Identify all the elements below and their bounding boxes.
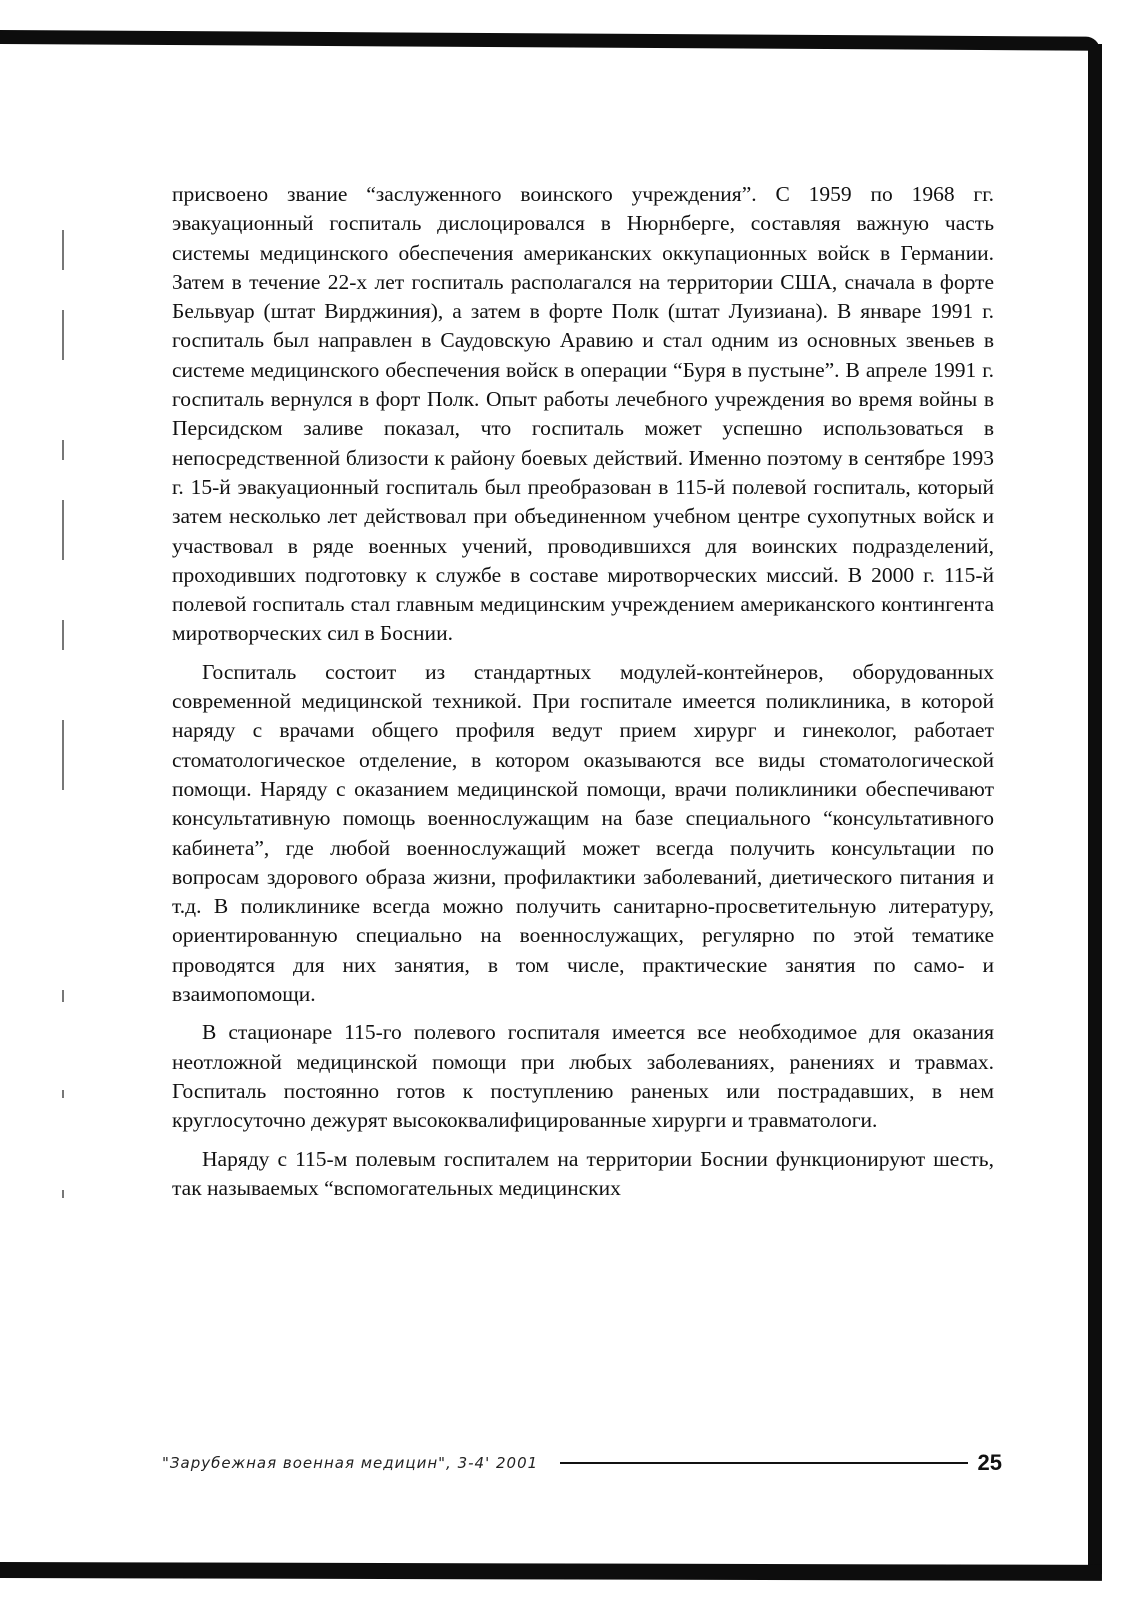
paragraph-3: В стационаре 115-го полевого госпиталя имеется все необходимое для оказания неотложной медицинской помощи при любых заболеваниях, ранениях и травмах. Госпиталь постоянно готов к поступлению раненых или пострадавших, в нем круглосуточно дежурят высококвалифицированные хирурги и травматологи. <box>172 1020 994 1133</box>
margin-scan-specks <box>58 200 70 1200</box>
footer-journal-title: "Зарубежная военная медицин", 3-4' 2001 <box>162 1454 539 1472</box>
page-number: 25 <box>977 1450 1002 1475</box>
page-body <box>172 180 994 1212</box>
scan-border-top <box>0 30 1100 51</box>
paragraph-4: Наряду с 115-м полевым госпиталем на территории Боснии функционируют шесть, так называемых “вспомогательных медицинских <box>172 1146 994 1200</box>
scan-border-right <box>1088 44 1102 1574</box>
page-footer <box>162 1446 1002 1480</box>
paragraph-2: Госпиталь состоит из стандартных модулей-контейнеров, оборудованных современной медицинской техникой. При госпитале имеется поликлиника, в которой наряду с врачами общего профиля ведут прием хирург и гинеколог, работает стоматологическое отделение, в котором оказываются все виды стоматологической помощи. Наряду с оказанием медицинской помощи, врачи поликлиники обеспечивают консультативную помощь военнослужащим на базе специального “консультативного кабинета”, где любой военнослужащий может всегда получить консультации по вопросам здорового образа жизни, профилактики заболеваний, диетического питания и т.д. В поликлинике всегда можно получить санитарно-просветительную литературу, ориентированную специально на военнослужащих, регулярно по этой тематике проводятся для них занятия, в том числе, практические занятия по само- и взаимопомощи. <box>172 659 994 1007</box>
scan-border-bottom <box>0 1562 1102 1581</box>
footer-rule <box>560 1462 967 1464</box>
paragraph-1: присвоено звание “заслуженного воинского учреждения”. С 1959 по 1968 гг. эвакуационный госпиталь дислоцировался в Нюрнберге, составляя важную часть системы медицинского обеспечения американских оккупационных войск в Германии. Затем в течение 22-х лет госпиталь располагался на территории США, сначала в форте Бельвуар (штат Вирджиния), а затем в форте Полк (штат Луизиана). В январе 1991 г. госпиталь был направлен в Саудовскую Аравию и стал одним из основных звеньев в системе медицинского обеспечения войск в операции “Буря в пустыне”. В апреле 1991 г. госпиталь вернулся в форт Полк. Опыт работы лечебного учреждения во время войны в Персидском заливе показал, что госпиталь может успешно использоваться в непосредственной близости к району боевых действий. Именно поэтому в сентябре 1993 г. 15-й эвакуационный госпиталь был преобразован в 115-й полевой госпиталь, который затем несколько лет действовал при объединенном учебном центре сухопутных войск и участвовал в ряде военных учений, проводившихся для воинских подразделений, проходивших подготовку к службе в составе миротворческих миссий. В 2000 г. 115-й полевой госпиталь стал главным медицинским учреждением американского контингента миротворческих сил в Боснии. <box>172 182 994 646</box>
